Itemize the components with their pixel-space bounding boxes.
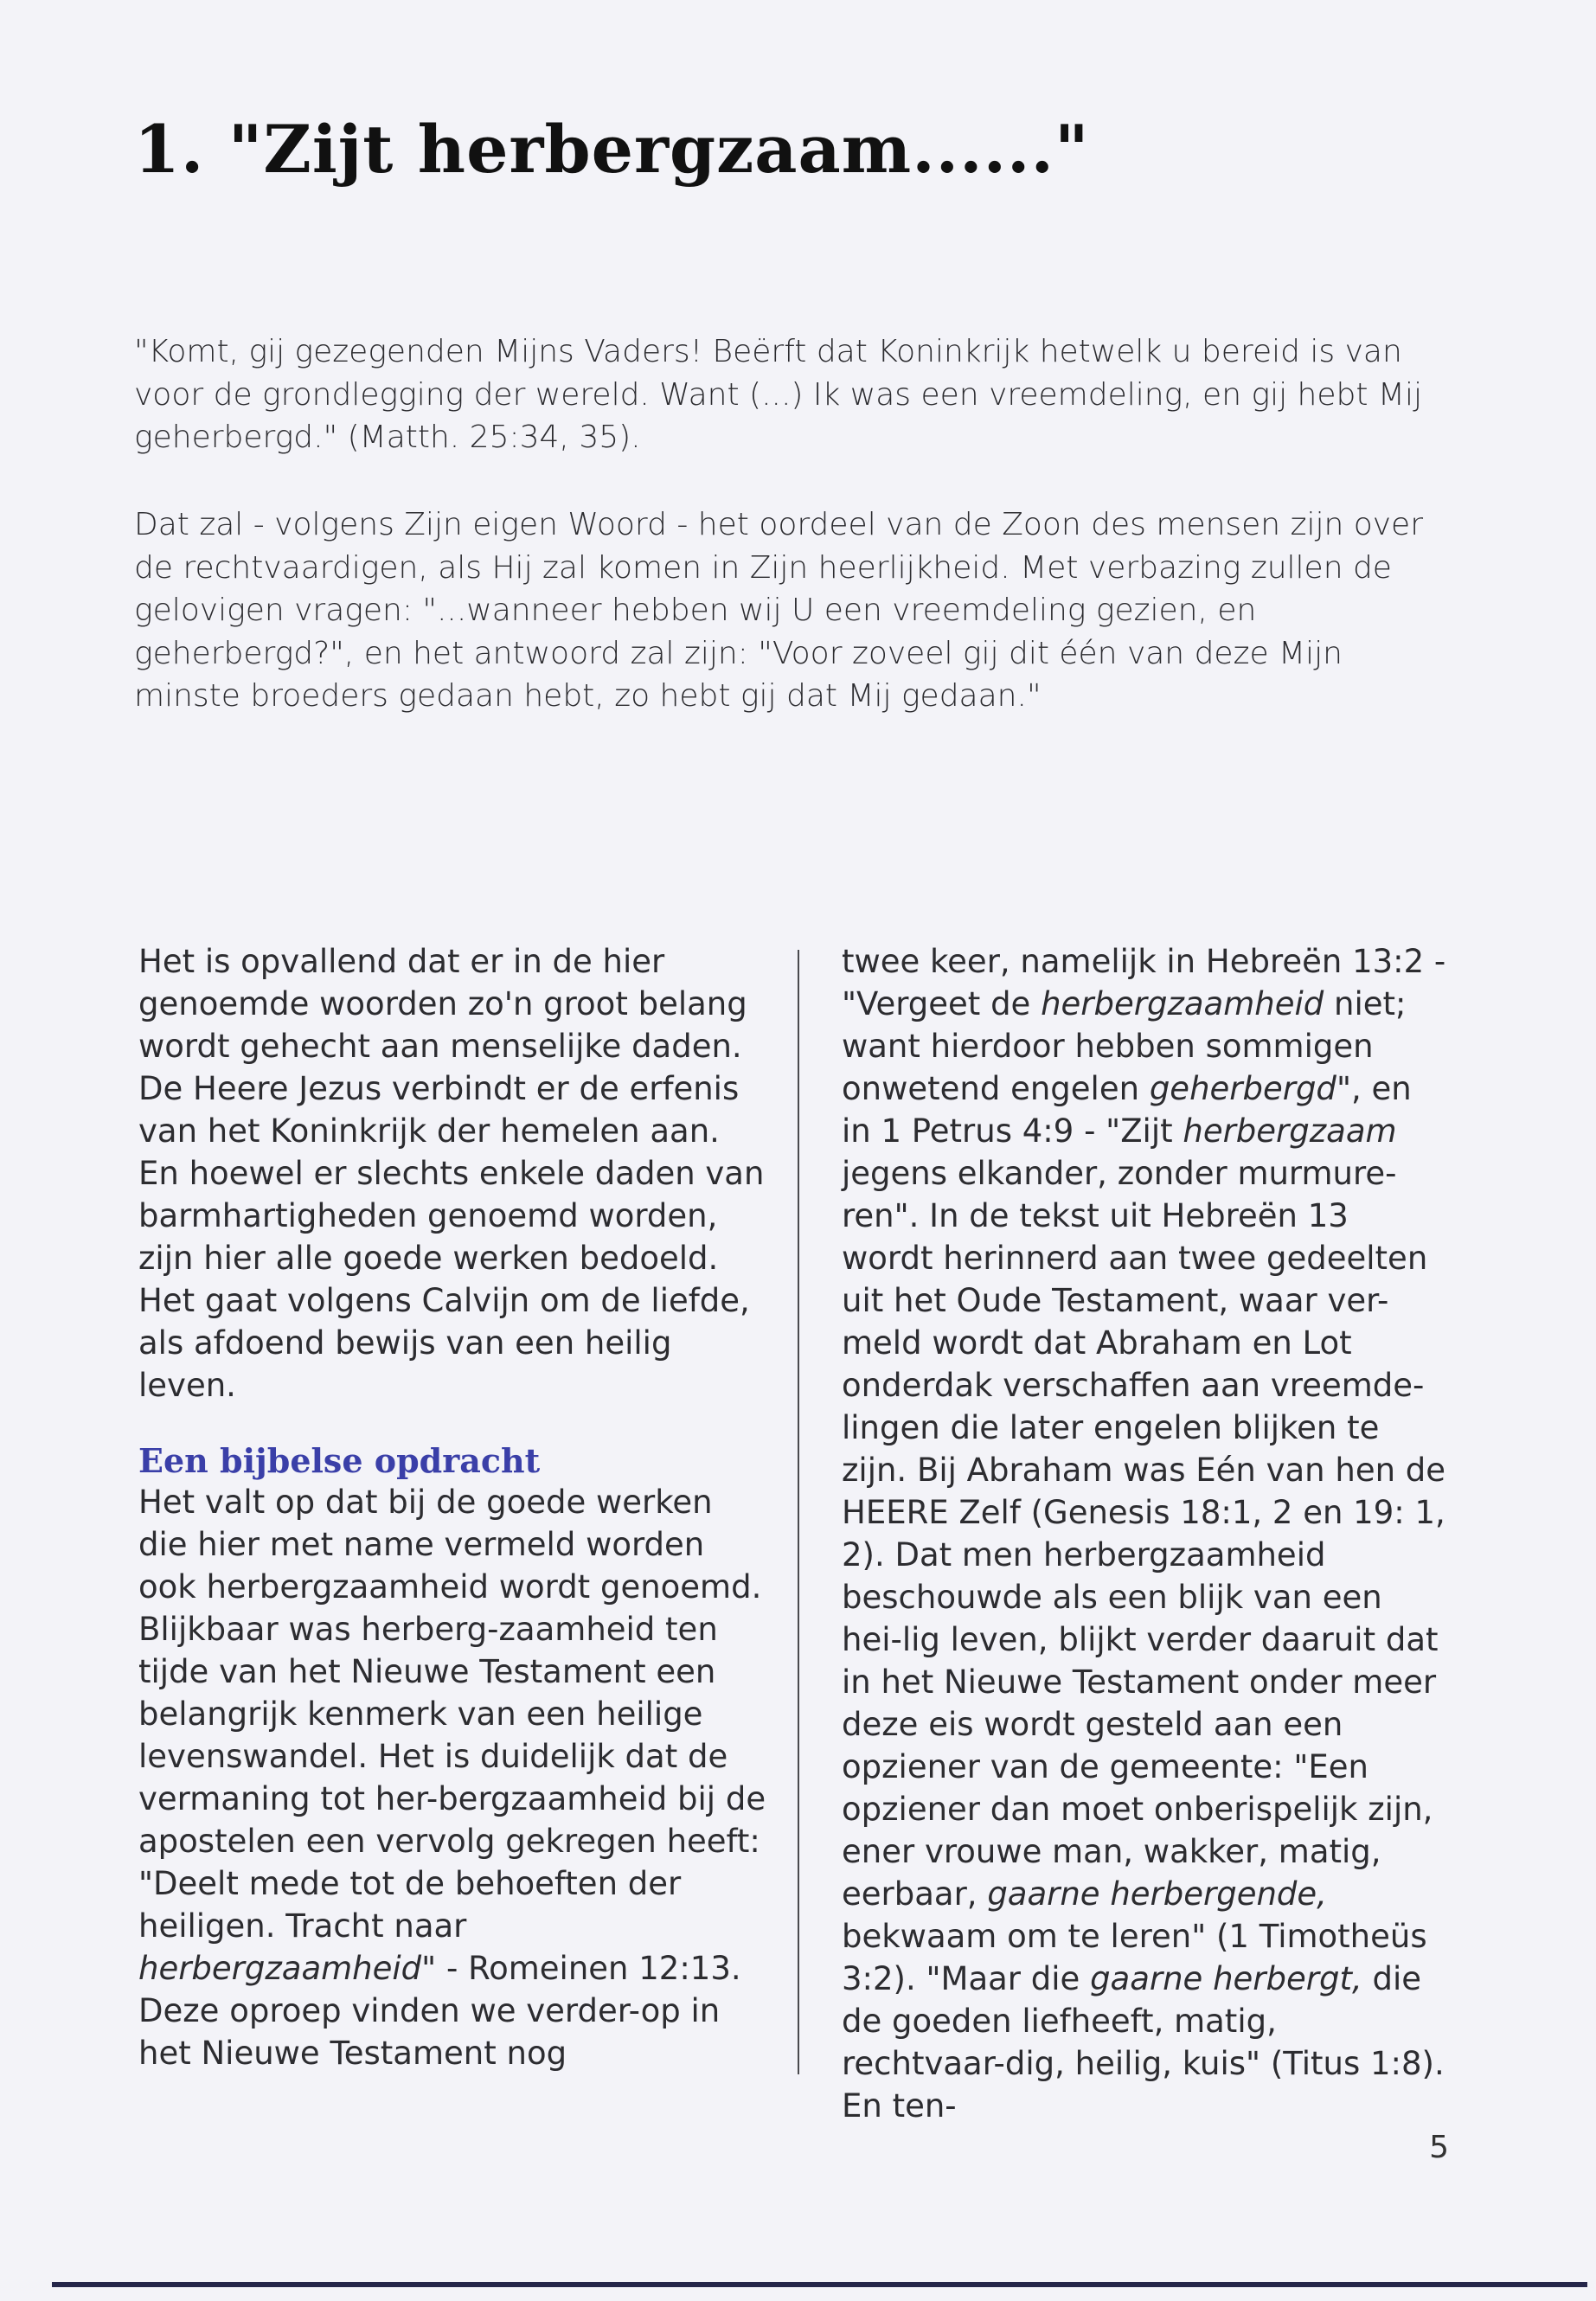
left-paragraph-1: Het is opvallend dat er in de hier genoemde woorden zo'n groot belang wordt gehecht aan menselijke daden. De Heere Jezus verbindt er de erfenis van het Koninkrijk der hemelen aan. En hoewel er slechts enkele daden van barmhartigheden genoemd worden, zijn hier alle goede werken bedoeld. Het gaat volgens Calvijn om de liefde, als afdoend bewijs van een heilig leven. — [138, 943, 765, 1404]
intro-paragraph: Dat zal - volgens Zijn eigen Woord - het oordeel van de Zoon des mensen zijn over de rechtvaardigen, als Hij zal komen in Zijn heerlijkheid. Met verbazing zullen de gelovigen vragen: "...wanneer hebben wij U een vreemdeling gezien, en geherbergd?", en het antwoord zal zijn: "Voor zoveel gij dit één van deze Mijn minste broeders gedaan hebt, zo hebt gij dat Mij gedaan." — [134, 507, 1424, 714]
emphasis: herbergzaamheid — [138, 1950, 422, 1987]
page-number: 5 — [1429, 2130, 1449, 2165]
text-run: ", en in 1 Petrus 4:9 - "Zijt — [842, 1070, 1412, 1150]
bottom-rule — [52, 2282, 1587, 2287]
text-run: " - Romeinen 12:13. Deze oproep vinden we verder-op in het Nieuwe Testament nog — [138, 1950, 741, 2072]
emphasis: geherbergd — [1149, 1070, 1336, 1107]
emphasis: herbergzaam — [1183, 1112, 1397, 1150]
right-paragraph — [842, 940, 1447, 2127]
left-column — [138, 940, 770, 2074]
text-run: jegens elkander, zonder murmure-ren". In de tekst uit Hebreën 13 wordt herinnerd aan twee gedeelten uit het Oude Testament, waar ver-meld wordt dat Abraham en Lot onderdak verschaffen aan vreemde-lingen die later engelen blijken te zijn. Bij Abraham was Eén van hen de HEERE Zelf (Genesis 18:1, 2 en 19: 1, 2). Dat men herbergzaamheid beschouwde als een blijk van een hei-lig leven, blijkt verder daaruit dat in het Nieuwe Testament onder meer deze eis wordt gesteld aan een opziener van de gemeente: "Een opziener dan moet onberispelijk zijn, ener vrouwe man, wakker, matig, eerbaar, — [842, 1155, 1446, 1913]
emphasis: herbergzaamheid — [1041, 985, 1324, 1022]
text-run: bekwaam om te leren" (1 Timotheüs 3:2). "Maar die — [842, 1918, 1427, 1997]
right-column — [842, 940, 1447, 2127]
text-run: die de goeden liefheeft, matig, rechtvaar-dig, heilig, kuis" (Titus 1:8). En ten- — [842, 1960, 1445, 2125]
left-paragraph-2 — [138, 1481, 770, 2074]
intro-quote: "Komt, gij gezegenden Mijns Vaders! Beërft dat Koninkrijk hetwelk u bereid is van voor de grondlegging der wereld. Want (...) Ik was een vreemdeling, en gij hebt Mij geherbergd." (Matth. 25:34, 35). — [134, 334, 1422, 455]
text-run: Het valt op dat bij de goede werken die hier met name vermeld worden ook herbergzaamheid wordt genoemd. Blijkbaar was herberg-zaamheid ten tijde van het Nieuwe Testament een belangrijk kenmerk van een heilige levenswandel. Het is duidelijk dat de vermaning tot her-bergzaamheid bij de apostelen een vervolg gekregen heeft: "Deelt mede tot de behoeften der heiligen. Tracht naar — [138, 1484, 766, 1945]
emphasis: gaarne herbergende, — [987, 1875, 1327, 1913]
text-run: niet; want hierdoor hebben sommigen onwetend engelen — [842, 985, 1407, 1107]
emphasis: gaarne herbergt, — [1090, 1960, 1362, 1997]
chapter-title: 1. "Zijt herbergzaam......" — [134, 111, 1090, 188]
section-heading: Een bijbelse opdracht — [138, 1441, 541, 1480]
column-divider — [798, 950, 799, 2074]
text-run: twee keer, namelijk in Hebreën 13:2 - "Vergeet de — [842, 943, 1446, 1022]
